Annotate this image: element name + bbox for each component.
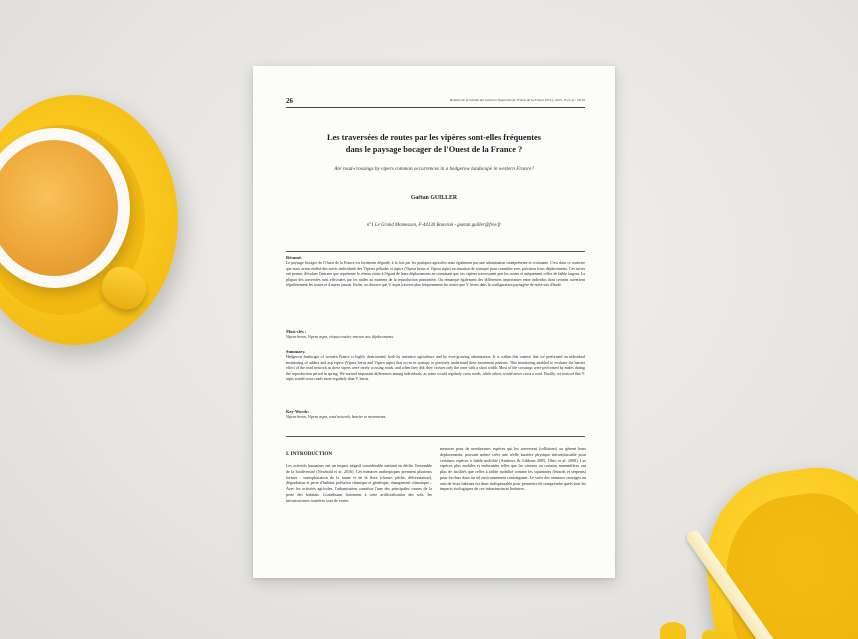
mots-cles-heading: Mots-clés : bbox=[286, 329, 307, 334]
mots-cles-text: Vipera berus, Vipera aspis, réseau routier, entrave aux déplacements. bbox=[286, 335, 394, 339]
resume-heading: Résumé. bbox=[286, 255, 302, 260]
author-affiliation: n°1 Le Grand Momesson, F-44130 Bouvron - gaetan.guiller@free.fr bbox=[366, 223, 502, 228]
introduction-right-column: menaces pour de nombreuses espèces qui les traversent (collisions) ou gênent leurs déplacements, pouvant même créer une réelle barrière physique infranchissable pour certaines espèces à faible mobilité (Andrews & Gibbons 2005, Olsto et al. 2008). Les espèces plus mobiles et endurantes telles que les oiseaux ou certains mammifères ont plus de facilités que celles à faible mobilité comme les squamates (lézards et serpents) pour évoluer dans un tel environnement contraignant. Le suivi des animaux sauvages au sein de leurs habitats est donc indispensable pour permettre de comprendre quels sont les impacts écologiques de ces infrastructures linéaires. bbox=[440, 446, 586, 492]
english-title: Are road-crossings by vipers common occurrences in a hedgerow landscape in western France? bbox=[334, 166, 534, 172]
title-line-1: Les traversées de routes par les vipères sont-elles fréquentes bbox=[327, 133, 541, 142]
running-head bbox=[286, 97, 585, 108]
mots-cles-block bbox=[286, 329, 585, 341]
article-title bbox=[273, 132, 595, 156]
summary-heading: Summary. bbox=[286, 349, 306, 354]
keywords-text: Vipera berus, Vipera aspis, road network, barrier to movements. bbox=[286, 415, 387, 419]
summary-block bbox=[286, 349, 585, 383]
keywords-block bbox=[286, 409, 585, 421]
introduction-heading: I. INTRODUCTION bbox=[286, 451, 333, 457]
resume-block bbox=[286, 255, 585, 289]
journal-citation: Bulletin de la Société des Sciences Naturelles de l'Ouest de la France (N.S.), 2023, 45 (1-2) : 26-33 bbox=[450, 98, 585, 102]
title-line-2: dans le paysage bocager de l'Ouest de la France ? bbox=[345, 145, 523, 154]
divider-top bbox=[286, 251, 585, 252]
divider-bottom bbox=[286, 436, 585, 437]
document-page bbox=[253, 66, 615, 578]
page-number: 26 bbox=[286, 97, 293, 105]
yellow-clip bbox=[660, 622, 686, 639]
keywords-heading: Key-Words: bbox=[286, 409, 309, 414]
author-name: Gaëtan GUILLER bbox=[410, 195, 458, 201]
resume-text: Le paysage bocager de l'Ouest de la France est fortement dégradé, à la fois par les pratiques agricoles mais également par une urbanisation omniprésente et croissante. C'est dans ce contexte que nous avons réalisé des suivis individuels des Vipères péliades et aspics (Vipera berus et Vipera aspis) en situation de syntopie pour connaître avec précision leurs déplacements. Ces suivis ont permis d'évaluer l'entrave que représente le réseau viaire à l'égard de leurs déplacements en constatant que ces vipères traversaient peu les routes et uniquement celles de faible largeur. La plupart des traversées sont effectuées par les mâles au moment de la reproduction printanière. On remarque également des différences importantes entre individus dont certains traversent régulièrement les routes et d'autres jamais. Enfin, on observe que V. aspis traverse plus fréquemment les routes que V. berus dans la configuration paysagère de notre site d'étude. bbox=[286, 261, 585, 288]
introduction-left-column: Les activités humaines ont un impact négatif considérable mettant en déclin l'ensemble de la biodiversité (Newbold et al. 2016). Ces menaces anthropiques prennent plusieurs formes : surexploitation de la faune et de la flore (chasse, pêche, déforestation), dégradation et perte d'habitat, pollution chimique et génétique, changement climatique... Avec les activités agricoles, l'urbanisation constitue l'une des principales causes de la perte des habitats. Contribuant fortement à cette artificialisation des sols, les infrastructures routières sont de vraies bbox=[286, 463, 432, 503]
yellow-clip-small bbox=[702, 630, 718, 639]
summary-text: Hedgerow landscape of western France is highly deteriorated, both by intensive agriculture and by ever-growing urbanization. It is within this context that we performed an individual monitoring of adders and asp vipers (Vipera berus and Vipera aspis) that occur in syntopy to precisely understand their movement patterns. This monitoring enabled to evaluate the barrier effect of the road network as these vipers were rarely crossing roads, and when they did, they crosses only the ones with a short width. Most of the crossings were performed by males during the reproduction period in spring. We noticed important differences among individuals, as some would regularly cross roads, while others would never cross a road. Finally, we noticed that V. aspis would cross roads more regularly than V. berus. bbox=[286, 355, 585, 382]
